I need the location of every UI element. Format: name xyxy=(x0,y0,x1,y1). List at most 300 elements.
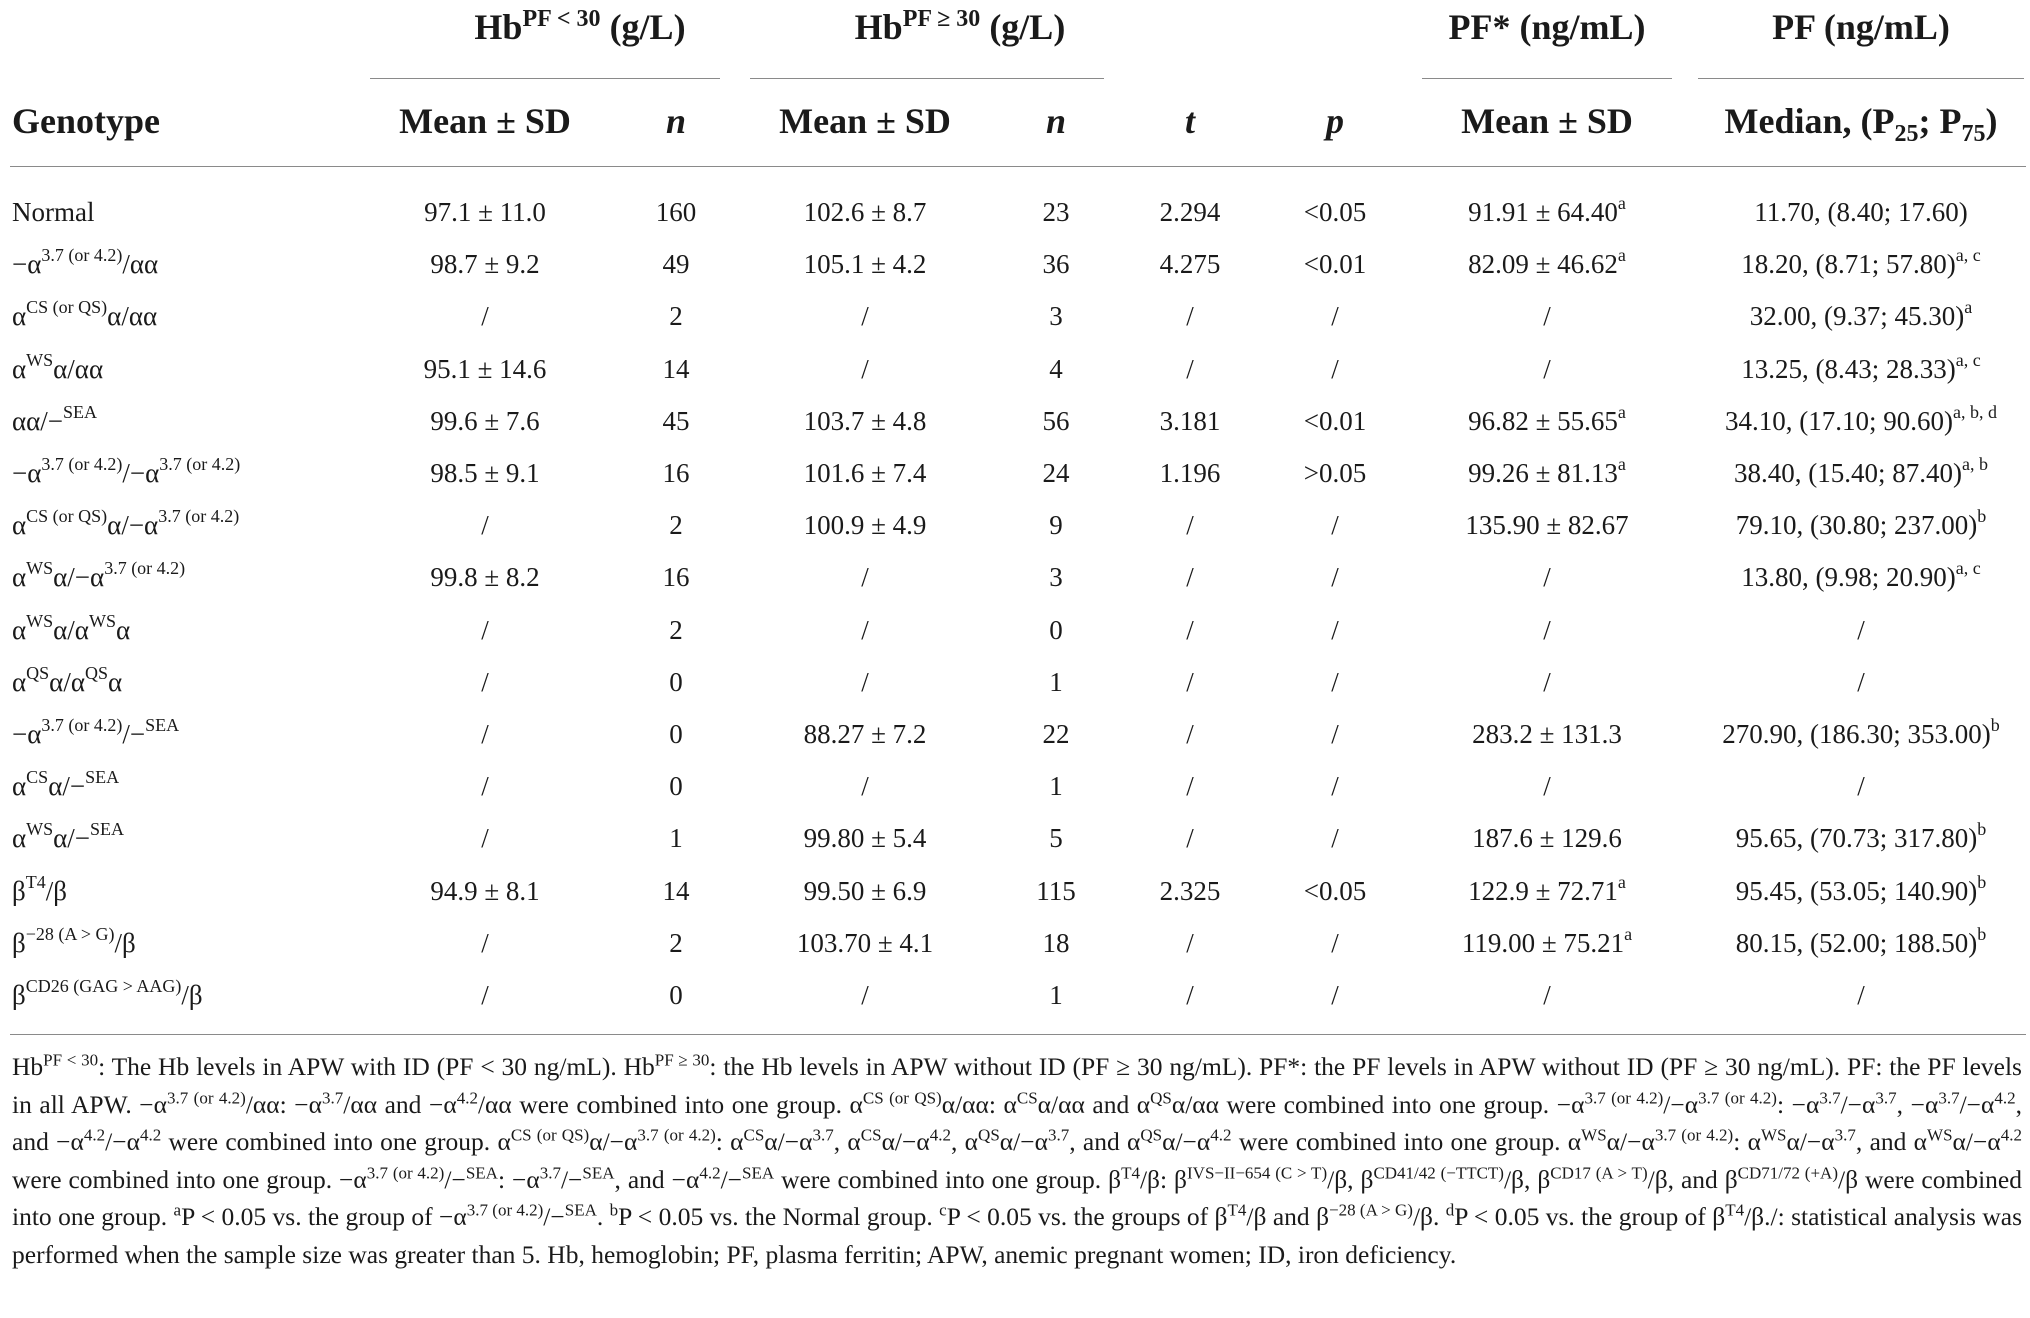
genotype-part: WS xyxy=(26,819,54,840)
genotype-part: /αα xyxy=(122,249,159,280)
cell-p-value: / xyxy=(1331,719,1339,749)
cell-t xyxy=(1140,290,1240,342)
cell-n1-value: 45 xyxy=(662,405,690,436)
cell-p xyxy=(1280,395,1390,447)
cell-n1 xyxy=(640,865,712,917)
footnote-text: /αα: −α xyxy=(245,1089,323,1119)
cell-hb-ge30 xyxy=(750,290,980,342)
cell-n1 xyxy=(640,969,712,1021)
cell-t-value: 2.294 xyxy=(1159,197,1221,227)
cell-hb-lt30-value: / xyxy=(481,301,489,332)
cell-pf-median xyxy=(1698,760,2024,812)
footnote-superscript: CD71/72 (+A) xyxy=(1737,1163,1838,1183)
footnote-superscript: 3.7 (or 4.2) xyxy=(637,1125,716,1145)
cell-hb-lt30-value: / xyxy=(481,666,489,697)
cell-t-value: / xyxy=(1186,980,1194,1010)
cell-n1 xyxy=(640,917,712,969)
cell-genotype xyxy=(12,343,103,395)
cell-t xyxy=(1140,395,1240,447)
footnote-superscript: 3.7 xyxy=(1047,1125,1070,1145)
cell-pf-star xyxy=(1422,812,1672,864)
cell-t-value: 1.196 xyxy=(1159,458,1221,488)
cell-hb-ge30-value: / xyxy=(861,666,869,697)
cell-n2-value: 9 xyxy=(1049,510,1063,541)
group-header-pf-star: PF* (ng/mL) xyxy=(1448,7,1646,47)
cell-n1-value: 0 xyxy=(669,980,683,1010)
cell-n1-value: 2 xyxy=(669,301,683,332)
cell-n2-value: 1 xyxy=(1049,771,1063,802)
cell-p-value: <0.01 xyxy=(1303,249,1367,280)
cell-p-value: / xyxy=(1331,980,1339,1010)
genotype-part: α xyxy=(12,510,27,541)
genotype-part: CS (or QS) xyxy=(26,506,108,527)
cell-n1 xyxy=(640,551,712,603)
cell-pf-star xyxy=(1422,656,1672,708)
footnote-superscript: 3.7 xyxy=(539,1163,561,1183)
cell-genotype xyxy=(12,499,239,551)
table-row xyxy=(0,865,2030,917)
genotype-part: α/α xyxy=(53,614,89,645)
cell-pf-star-value: 135.90 ± 82.67 xyxy=(1465,510,1629,541)
cell-n2 xyxy=(1020,290,1092,342)
cell-hb-ge30 xyxy=(750,499,980,551)
cell-t xyxy=(1140,186,1240,238)
cell-pf-median-value: 13.80, (9.98; 20.90) xyxy=(1741,562,1956,593)
genotype-part: WS xyxy=(88,610,116,631)
table-bottom-rule xyxy=(10,1034,2026,1035)
cell-hb-ge30-value: 103.7 ± 4.8 xyxy=(803,405,927,436)
genotype-part: −28 (A > G) xyxy=(25,923,115,944)
cell-pf-median-value: 79.10, (30.80; 237.00) xyxy=(1735,510,1978,541)
col-header-n-1: n xyxy=(665,101,687,141)
cell-hb-lt30-value: / xyxy=(481,823,489,854)
cell-pf-star-value: 283.2 ± 131.3 xyxy=(1472,719,1622,749)
genotype-part: WS xyxy=(26,610,54,631)
cell-n1 xyxy=(640,812,712,864)
footnote-text: /β and β xyxy=(1246,1202,1330,1232)
footnote-text: , and −α xyxy=(12,1089,2023,1157)
footnote-text: P < 0.05 vs. the Normal group. xyxy=(618,1202,940,1232)
footnote-text: /αα were combined into one group. α xyxy=(477,1089,863,1119)
cell-genotype xyxy=(12,290,157,342)
footnote-superscript: WS xyxy=(1760,1125,1787,1145)
table-row xyxy=(0,499,2030,551)
genotype-part: −α xyxy=(12,719,42,749)
genotype-part: /− xyxy=(122,719,146,749)
cell-n2-value: 18 xyxy=(1042,927,1070,958)
cell-n2 xyxy=(1020,447,1092,499)
cell-t-value: / xyxy=(1186,823,1194,854)
cell-pf-star-value: / xyxy=(1543,562,1551,593)
cell-pf-median xyxy=(1698,865,2024,917)
cell-n1-value: 49 xyxy=(662,249,690,280)
cell-t xyxy=(1140,499,1240,551)
genotype-part: Normal xyxy=(12,197,95,227)
footnote-superscript: 3.7 (or 4.2) xyxy=(366,1163,445,1183)
cell-pf-median xyxy=(1698,604,2024,656)
cell-hb-ge30-value: 105.1 ± 4.2 xyxy=(803,249,927,280)
footnote-superscript: 3.7 xyxy=(1834,1125,1856,1145)
genotype-part: β xyxy=(12,927,26,958)
cell-p-value: / xyxy=(1331,614,1339,645)
cell-pf-median-superscript: b xyxy=(1977,506,1987,527)
cell-hb-lt30-value: 94.9 ± 8.1 xyxy=(430,875,540,906)
cell-genotype xyxy=(12,238,158,290)
genotype-part: QS xyxy=(84,662,108,683)
cell-n2-value: 3 xyxy=(1049,301,1063,332)
cell-hb-ge30-value: 101.6 ± 7.4 xyxy=(803,458,927,488)
genotype-part: /β xyxy=(45,875,67,906)
cell-genotype xyxy=(12,656,122,708)
group-underline-pf-star xyxy=(1422,78,1672,79)
cell-n2 xyxy=(1020,343,1092,395)
cell-p xyxy=(1280,917,1390,969)
cell-pf-median-superscript: b xyxy=(1977,871,1987,892)
cell-hb-ge30-value: / xyxy=(861,980,869,1010)
footnote-superscript: 4.2 xyxy=(139,1125,162,1145)
footnote-text: , α xyxy=(951,1127,979,1157)
cell-hb-lt30-value: 95.1 ± 14.6 xyxy=(423,353,547,384)
cell-hb-ge30 xyxy=(750,969,980,1021)
cell-n1-value: 0 xyxy=(669,666,683,697)
col-header-genotype: Genotype xyxy=(12,101,160,141)
cell-pf-median-superscript: a, c xyxy=(1955,349,1981,370)
cell-t xyxy=(1140,343,1240,395)
footnote-text: were combined into one group. β xyxy=(774,1164,1122,1194)
cell-n1 xyxy=(640,708,712,760)
cell-hb-ge30-value: 99.80 ± 5.4 xyxy=(803,823,927,854)
cell-pf-star-value: 187.6 ± 129.6 xyxy=(1472,823,1622,854)
cell-pf-median-value: 32.00, (9.37; 45.30) xyxy=(1749,301,1965,332)
cell-pf-star-value: 82.09 ± 46.62 xyxy=(1468,249,1618,280)
cell-n2-value: 36 xyxy=(1042,249,1070,280)
footnote-text: /−α xyxy=(1663,1089,1699,1119)
cell-pf-median-value: 13.25, (8.43; 28.33) xyxy=(1741,353,1956,384)
cell-t xyxy=(1140,447,1240,499)
cell-n1-value: 0 xyxy=(669,771,683,802)
cell-hb-lt30 xyxy=(370,917,600,969)
genotype-part: CS xyxy=(26,767,49,788)
cell-pf-median-superscript: b xyxy=(1990,715,2000,735)
cell-pf-median xyxy=(1698,290,2024,342)
cell-pf-star xyxy=(1422,343,1672,395)
cell-hb-lt30 xyxy=(370,656,600,708)
cell-hb-ge30-value: 102.6 ± 8.7 xyxy=(803,197,927,227)
cell-pf-star-superscript: a xyxy=(1617,871,1626,892)
cell-n2 xyxy=(1020,604,1092,656)
cell-hb-ge30 xyxy=(750,551,980,603)
genotype-part: 3.7 (or 4.2) xyxy=(41,454,123,474)
footnote-text: α/αα were combined into one group. −α xyxy=(1171,1089,1585,1119)
cell-n1-value: 1 xyxy=(669,823,683,854)
cell-n2-value: 22 xyxy=(1042,719,1070,749)
table-row xyxy=(0,551,2030,603)
cell-hb-ge30-value: 88.27 ± 7.2 xyxy=(803,719,927,749)
cell-genotype xyxy=(12,760,119,812)
footnote-superscript: 3.7 (or 4.2) xyxy=(167,1088,246,1108)
cell-n2-value: 1 xyxy=(1049,666,1063,697)
cell-pf-median-superscript: b xyxy=(1977,819,1987,840)
footnote-superscript: 3.7 (or 4.2) xyxy=(1654,1125,1734,1145)
footnote-text: α/−α xyxy=(764,1127,813,1157)
cell-pf-median-value: 95.45, (53.05; 140.90) xyxy=(1735,875,1978,906)
cell-n2-value: 56 xyxy=(1042,405,1070,436)
footnote-superscript: 4.2 xyxy=(699,1163,721,1183)
cell-pf-median xyxy=(1698,343,2024,395)
cell-pf-star-value: 119.00 ± 75.21 xyxy=(1461,927,1625,958)
cell-hb-ge30-value: / xyxy=(861,353,869,384)
cell-hb-ge30-value: / xyxy=(861,301,869,332)
cell-n1-value: 0 xyxy=(669,719,683,749)
footnote-text: , α xyxy=(833,1127,861,1157)
footnote-text: were combined into one group. α xyxy=(161,1127,511,1157)
cell-n1 xyxy=(640,395,712,447)
cell-n2-value: 5 xyxy=(1049,823,1063,854)
cell-pf-median-value: / xyxy=(1857,614,1865,645)
cell-hb-ge30 xyxy=(750,186,980,238)
cell-n1 xyxy=(640,290,712,342)
cell-hb-lt30-value: 99.6 ± 7.6 xyxy=(430,405,540,436)
footnote-text: /− xyxy=(720,1164,743,1194)
cell-hb-ge30 xyxy=(750,812,980,864)
footnote-superscript: d xyxy=(1445,1200,1455,1220)
cell-p xyxy=(1280,969,1390,1021)
footnote-text: /β. xyxy=(1412,1202,1446,1232)
genotype-part: 3.7 (or 4.2) xyxy=(41,245,123,266)
cell-p-value: / xyxy=(1331,666,1339,697)
cell-p-value: / xyxy=(1331,562,1339,593)
cell-hb-ge30-value: / xyxy=(861,614,869,645)
footnote-text: α/−α xyxy=(1952,1127,2001,1157)
cell-pf-star-value: / xyxy=(1543,980,1551,1010)
genotype-part: α/− xyxy=(48,771,86,802)
cell-genotype xyxy=(12,395,97,447)
footnote-text: α/αα and α xyxy=(1037,1089,1151,1119)
genotype-part: α/− xyxy=(53,823,91,854)
genotype-part: QS xyxy=(26,662,50,683)
cell-hb-lt30 xyxy=(370,499,600,551)
footnote-superscript: 4.2 xyxy=(929,1125,951,1145)
genotype-part: −α xyxy=(12,249,42,280)
cell-t-value: / xyxy=(1186,666,1194,697)
cell-hb-ge30 xyxy=(750,395,980,447)
cell-n2 xyxy=(1020,865,1092,917)
cell-t-value: / xyxy=(1186,353,1194,384)
cell-pf-star xyxy=(1422,708,1672,760)
cell-hb-lt30 xyxy=(370,290,600,342)
genotype-part: CD26 (GAG > AAG) xyxy=(25,976,182,996)
col-header-t: t xyxy=(1184,101,1195,141)
genotype-part: α xyxy=(12,562,27,593)
footnote-text: Hb xyxy=(12,1052,44,1081)
genotype-part: 3.7 (or 4.2) xyxy=(41,715,123,735)
footnote-text: : α xyxy=(715,1127,744,1157)
cell-hb-lt30-value: / xyxy=(481,771,489,802)
table-row xyxy=(0,447,2030,499)
cell-t-value: / xyxy=(1186,614,1194,645)
footnote-text: , and α xyxy=(1855,1127,1928,1157)
table-row xyxy=(0,604,2030,656)
cell-pf-star xyxy=(1422,499,1672,551)
genotype-part: −α xyxy=(12,458,42,488)
footnote-superscript: SEA xyxy=(465,1163,498,1183)
footnote-text: were combined into one group. α xyxy=(1231,1127,1582,1157)
cell-pf-median xyxy=(1698,917,2024,969)
genotype-part: α xyxy=(107,666,123,697)
cell-t xyxy=(1140,604,1240,656)
genotype-part: CS (or QS) xyxy=(26,297,108,318)
table-row xyxy=(0,917,2030,969)
footnote-superscript: CS (or QS) xyxy=(862,1088,942,1108)
header-rule xyxy=(10,166,2026,167)
footnote-text: , −α xyxy=(1896,1089,1939,1119)
genotype-part: SEA xyxy=(90,819,125,840)
footnote-superscript: CS (or QS) xyxy=(510,1125,590,1145)
cell-pf-median-value: 270.90, (186.30; 353.00) xyxy=(1722,719,1991,749)
cell-hb-lt30 xyxy=(370,238,600,290)
footnote-superscript: −28 (A > G) xyxy=(1329,1200,1413,1220)
cell-p xyxy=(1280,238,1390,290)
cell-p-value: >0.05 xyxy=(1303,458,1367,488)
cell-hb-lt30-value: / xyxy=(481,614,489,645)
footnote-text: α/−α xyxy=(1786,1127,1835,1157)
cell-pf-median-superscript: a, b, d xyxy=(1952,401,1997,422)
genotype-part: α xyxy=(12,614,27,645)
cell-p-value: / xyxy=(1331,510,1339,541)
footnote-text: . xyxy=(596,1202,610,1232)
cell-n2 xyxy=(1020,917,1092,969)
cell-p-value: / xyxy=(1331,823,1339,854)
genotype-part: SEA xyxy=(85,767,120,788)
cell-pf-median xyxy=(1698,447,2024,499)
footnote-text: were combined into one group. −α xyxy=(12,1164,367,1194)
cell-n2 xyxy=(1020,656,1092,708)
genotype-part: β xyxy=(12,875,26,906)
cell-p-value: <0.01 xyxy=(1303,405,1367,436)
cell-pf-star-value: / xyxy=(1543,301,1551,332)
cell-p-value: / xyxy=(1331,353,1339,384)
cell-p xyxy=(1280,760,1390,812)
cell-pf-median-value: / xyxy=(1857,666,1865,697)
col-header-mean-sd-1: Mean ± SD xyxy=(399,101,571,141)
cell-t xyxy=(1140,708,1240,760)
cell-pf-star-superscript: a xyxy=(1617,245,1626,266)
cell-p xyxy=(1280,343,1390,395)
cell-pf-median-superscript: a xyxy=(1964,297,1973,318)
cell-p xyxy=(1280,604,1390,656)
cell-pf-star-value: 99.26 ± 81.13 xyxy=(1468,458,1618,488)
cell-genotype xyxy=(12,447,240,499)
cell-hb-ge30 xyxy=(750,917,980,969)
cell-n2 xyxy=(1020,395,1092,447)
footnote-text: : −α xyxy=(497,1164,540,1194)
cell-pf-median-superscript: b xyxy=(1977,923,1987,944)
cell-n1 xyxy=(640,447,712,499)
cell-pf-star-value: 96.82 ± 55.65 xyxy=(1468,405,1618,436)
footnote-text: /−α xyxy=(1840,1089,1876,1119)
footnote-superscript: 3.7 (or 4.2) xyxy=(1584,1088,1664,1108)
cell-genotype xyxy=(12,917,136,969)
cell-pf-median xyxy=(1698,708,2024,760)
cell-n1 xyxy=(640,499,712,551)
cell-t-value: 4.275 xyxy=(1159,249,1221,280)
cell-t xyxy=(1140,238,1240,290)
cell-pf-median-value: / xyxy=(1857,980,1865,1010)
cell-pf-star-value: 91.91 ± 64.40 xyxy=(1468,197,1618,227)
footnote-superscript: PF ≥ 30 xyxy=(654,1050,710,1070)
footnote-text: P < 0.05 vs. the groups of β xyxy=(946,1202,1228,1232)
cell-hb-lt30-value: / xyxy=(481,980,489,1010)
footnote-text: /β: β xyxy=(1139,1164,1188,1194)
cell-genotype xyxy=(12,812,124,864)
footnote-superscript: a xyxy=(173,1200,182,1220)
table-row xyxy=(0,290,2030,342)
cell-pf-median-value: 95.65, (70.73; 317.80) xyxy=(1735,823,1978,854)
footnote-superscript: b xyxy=(609,1200,619,1220)
footnote-text: P < 0.05 vs. the group of β xyxy=(1454,1202,1726,1232)
cell-genotype xyxy=(12,551,185,603)
cell-p xyxy=(1280,447,1390,499)
cell-n1-value: 16 xyxy=(662,562,690,593)
footnote-superscript: T4 xyxy=(1725,1200,1745,1220)
footnote-superscript: CS xyxy=(743,1125,765,1145)
cell-n2-value: 0 xyxy=(1049,614,1063,645)
footnote-text: P < 0.05 vs. the group of −α xyxy=(181,1202,467,1232)
cell-t-value: / xyxy=(1186,562,1194,593)
footnote-text: α/−α xyxy=(1606,1127,1655,1157)
cell-n2 xyxy=(1020,969,1092,1021)
table-row xyxy=(0,812,2030,864)
cell-pf-star-value: / xyxy=(1543,771,1551,802)
cell-hb-lt30 xyxy=(370,708,600,760)
table-row xyxy=(0,238,2030,290)
genotype-part: T4 xyxy=(25,871,46,892)
cell-pf-star-value: 122.9 ± 72.71 xyxy=(1468,875,1618,906)
footnote-superscript: 3.7 (or 4.2) xyxy=(466,1200,544,1220)
group-underline-hb-lt30 xyxy=(370,78,720,79)
cell-hb-ge30 xyxy=(750,865,980,917)
genotype-part: α/−α xyxy=(53,562,105,593)
cell-pf-median-value: 18.20, (8.71; 57.80) xyxy=(1741,249,1956,280)
cell-hb-lt30-value: / xyxy=(481,510,489,541)
cell-hb-ge30-value: / xyxy=(861,771,869,802)
cell-hb-lt30 xyxy=(370,604,600,656)
footnote-superscript: 4.2 xyxy=(1994,1088,2016,1108)
cell-n2-value: 3 xyxy=(1049,562,1063,593)
footnote-text: /β, β xyxy=(1503,1164,1551,1194)
genotype-part: α xyxy=(12,666,27,697)
footnote-superscript: WS xyxy=(1581,1125,1607,1145)
cell-p xyxy=(1280,656,1390,708)
cell-t-value: / xyxy=(1186,510,1194,541)
footnote-superscript: CS xyxy=(860,1125,882,1145)
footnote-superscript: T4 xyxy=(1121,1163,1140,1183)
genotype-part: α xyxy=(12,771,27,802)
footnote-text: /−α xyxy=(1959,1089,1995,1119)
cell-pf-star xyxy=(1422,917,1672,969)
footnote-text: : The Hb levels in APW with ID (PF < 30 ng/mL). Hb xyxy=(98,1052,655,1081)
footnote-text: /− xyxy=(543,1202,565,1232)
cell-p-value: <0.05 xyxy=(1303,197,1367,227)
cell-p xyxy=(1280,708,1390,760)
genotype-part: α/αα xyxy=(107,301,158,332)
footnote-superscript: 4.2 xyxy=(1210,1125,1232,1145)
footnote-text: , and α xyxy=(1069,1127,1141,1157)
cell-pf-median xyxy=(1698,551,2024,603)
cell-t xyxy=(1140,760,1240,812)
genotype-part: αα/− xyxy=(12,405,64,436)
cell-pf-star-superscript: a xyxy=(1624,923,1633,944)
